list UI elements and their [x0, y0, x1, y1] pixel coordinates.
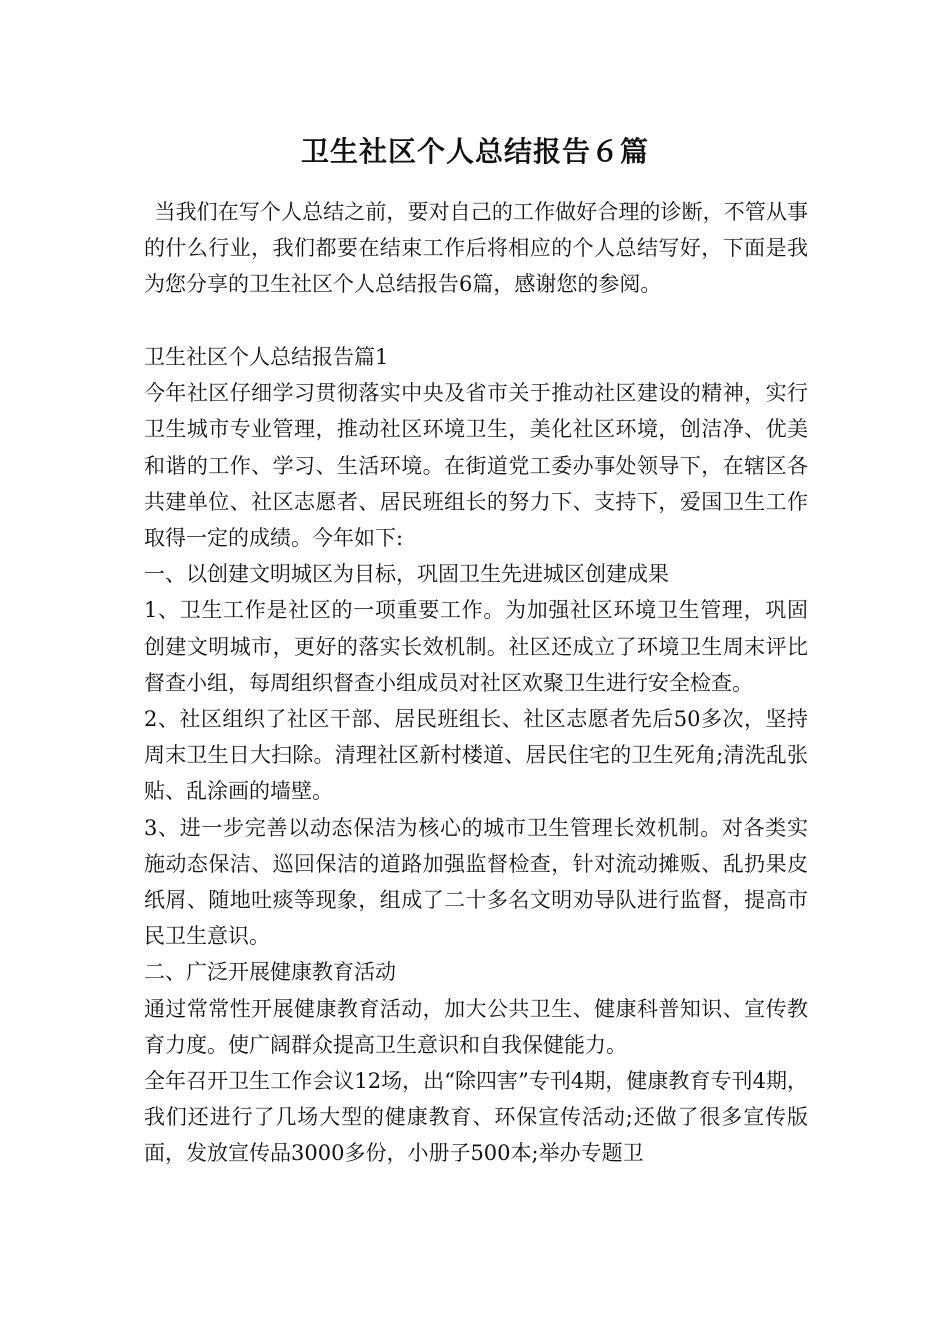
body-paragraph: 全年召开卫生工作会议12场，出“除四害”专刊4期，健康教育专刊4期，我们还进行了几场大型的健康教育、环保宣传活动;还做了很多宣传版面，发放宣传品3000多份，小册子500本;举办专题卫	[144, 1069, 808, 1166]
subsection-heading: 一、以创建文明城区为目标，巩固卫生先进城区创建成果	[144, 562, 669, 587]
body-paragraph: 通过常常性开展健康教育活动，加大公共卫生、健康科普知识、宣传教育力度。使广阔群众提高卫生意识和自我保健能力。	[144, 996, 808, 1057]
intro-paragraph: 当我们在写个人总结之前，要对自己的工作做好合理的诊断，不管从事的什么行业，我们都要在结束工作后将相应的个人总结写好，下面是我为您分享的卫生社区个人总结报告6篇，感谢您的参阅。	[144, 200, 808, 296]
subsection-heading: 二、广泛开展健康教育活动	[144, 960, 396, 985]
body-paragraph: 3、进一步完善以动态保洁为核心的城市卫生管理长效机制。对各类实施动态保洁、巡回保洁的道路加强监督检查，针对流动摊贩、乱扔果皮纸屑、随地吐痰等现象，组成了二十多名文明劝导队进行监督，提高市民卫生意识。	[144, 815, 808, 949]
body-paragraph: 1、卫生工作是社区的一项重要工作。为加强社区环境卫生管理，巩固创建文明城市，更好的落实长效机制。社区还成立了环境卫生周末评比督查小组，每周组织督查小组成员对社区欢聚卫生进行安全检查。	[144, 598, 808, 695]
body-paragraph: 今年社区仔细学习贯彻落实中央及省市关于推动社区建设的精神，实行卫生城市专业管理，推动社区环境卫生，美化社区环境，创洁净、优美和谐的工作、学习、生活环境。在街道党工委办事处领导下，在辖区各共建单位、社区志愿者、居民班组长的努力下、支持下，爱国卫生工作取得一定的成绩。今年如下:	[144, 381, 808, 551]
section-heading: 卫生社区个人总结报告篇1	[144, 345, 389, 369]
document-title: 卫生社区个人总结报告６篇	[300, 135, 649, 168]
document-body	[144, 339, 808, 1172]
body-paragraph: 2、社区组织了社区干部、居民班组长、社区志愿者先后50多次，坚持周末卫生日大扫除。清理社区新村楼道、居民住宅的卫生死角;清洗乱张贴、乱涂画的墙壁。	[144, 707, 808, 804]
